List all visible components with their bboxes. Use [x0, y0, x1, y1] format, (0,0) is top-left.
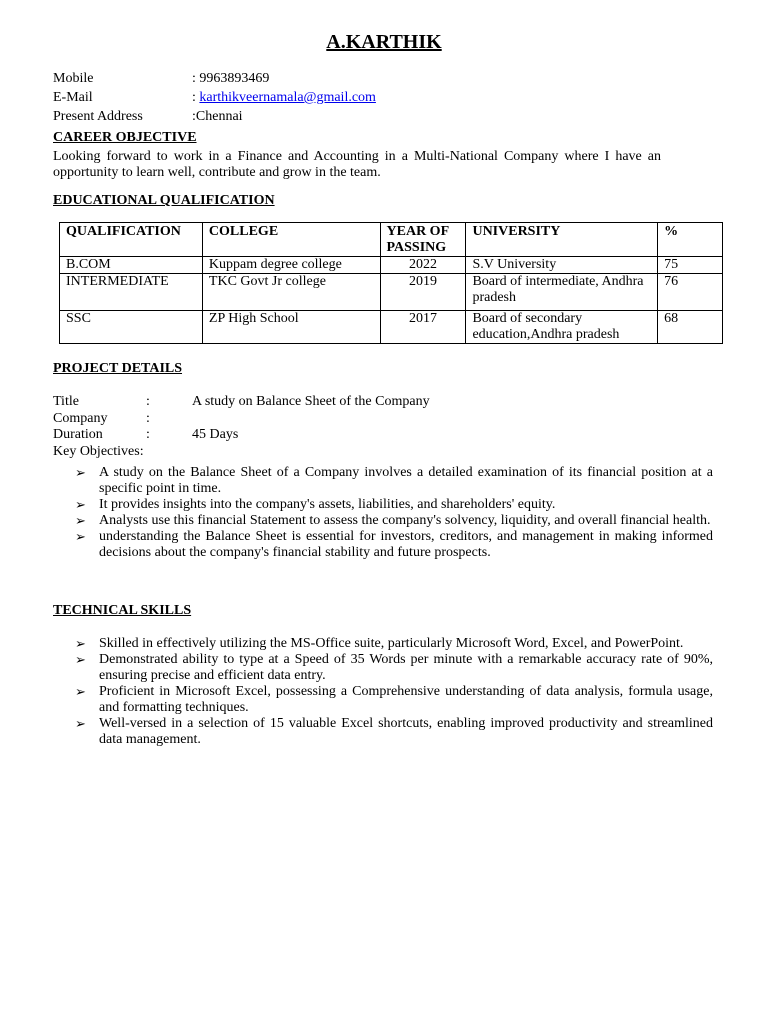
- project-field-key-objectives: [53, 444, 713, 461]
- list-item-text: understanding the Balance Sheet is essential for investors, creditors, and management in making informed decisions about the company's financial stability and future prospects.: [99, 529, 713, 560]
- field-value: A study on Balance Sheet of the Company: [192, 394, 430, 409]
- arrow-bullet-icon: ➢: [75, 636, 86, 651]
- arrow-bullet-icon: ➢: [75, 497, 86, 512]
- field-label: Key Objectives:: [53, 443, 144, 459]
- table-cell: Board of intermediate, Andhra pradesh: [466, 274, 658, 311]
- arrow-bullet-icon: ➢: [75, 684, 86, 699]
- table-header-row: [60, 223, 723, 257]
- project-details: [53, 394, 713, 561]
- table-cell: S.V University: [466, 257, 658, 274]
- contact-row-email: [53, 90, 713, 109]
- table-row: [60, 257, 723, 274]
- field-label: Company: [53, 410, 108, 426]
- column-header: YEAR OF PASSING: [380, 223, 466, 257]
- table-cell: ZP High School: [202, 311, 380, 344]
- table-cell: 76: [658, 274, 723, 311]
- column-header: QUALIFICATION: [60, 223, 203, 257]
- project-field-duration: [53, 427, 713, 444]
- list-item: [53, 684, 713, 716]
- arrow-bullet-icon: ➢: [75, 513, 86, 528]
- education-heading: EDUCATIONAL QUALIFICATION: [53, 193, 275, 208]
- list-item: [53, 465, 713, 497]
- list-item: [53, 529, 713, 561]
- project-field-title: [53, 394, 713, 411]
- table-cell: TKC Govt Jr college: [202, 274, 380, 311]
- field-colon: :: [146, 410, 150, 426]
- education-table: [59, 222, 723, 344]
- table-cell: 75: [658, 257, 723, 274]
- field-label: Title: [53, 394, 79, 409]
- objectives-list: [53, 465, 713, 561]
- table-cell: 68: [658, 311, 723, 344]
- list-item-text: Analysts use this financial Statement to assess the company's solvency, liquidity, and overall financial health.: [99, 513, 711, 528]
- table-cell: 2017: [380, 311, 466, 344]
- arrow-bullet-icon: ➢: [75, 716, 86, 731]
- list-item-text: Proficient in Microsoft Excel, possessing a Comprehensive understanding of data analysis, formula usage, and formatting techniques.: [99, 684, 713, 715]
- contact-value: :Chennai: [192, 109, 243, 124]
- field-value: 45 Days: [192, 427, 239, 442]
- list-item-text: It provides insights into the company's assets, liabilities, and shareholders' equity.: [99, 497, 556, 512]
- column-header: COLLEGE: [202, 223, 380, 257]
- candidate-name: A.KARTHIK: [326, 31, 442, 53]
- email-link[interactable]: karthikveernamala@gmail.com: [199, 90, 376, 105]
- contact-value: [192, 90, 376, 106]
- table-cell: B.COM: [60, 257, 203, 274]
- table-cell: Kuppam degree college: [202, 257, 380, 274]
- list-item-text: A study on the Balance Sheet of a Company involves a detailed examination of its financial position at a specific point in time.: [99, 465, 713, 496]
- email-prefix: :: [192, 90, 200, 105]
- contact-row-address: [53, 109, 713, 128]
- contact-value: : 9963893469: [192, 71, 270, 86]
- contact-label: Present Address: [53, 109, 143, 124]
- list-item: [53, 716, 713, 748]
- career-objective-heading: CAREER OBJECTIVE: [53, 130, 197, 145]
- list-item-text: Demonstrated ability to type at a Speed of 35 Words per minute with a remarkable accuracy rate of 90%, ensuring precise and efficient data entry.: [99, 652, 713, 683]
- field-label: Duration: [53, 427, 103, 442]
- contact-row-mobile: [53, 71, 713, 90]
- career-objective-text: Looking forward to work in a Finance and Accounting in a Multi-National Company where I have an opportunity to learn well, contribute and grow in the team.: [53, 149, 661, 180]
- contact-label: E-Mail: [53, 90, 93, 105]
- table-row: [60, 274, 723, 311]
- table-cell: INTERMEDIATE: [60, 274, 203, 311]
- list-item: [53, 497, 713, 513]
- list-item: [53, 513, 713, 529]
- column-header: UNIVERSITY: [466, 223, 658, 257]
- project-heading: PROJECT DETAILS: [53, 361, 183, 376]
- list-item: [53, 636, 713, 652]
- list-item: [53, 652, 713, 684]
- arrow-bullet-icon: ➢: [75, 652, 86, 667]
- arrow-bullet-icon: ➢: [75, 529, 86, 544]
- technical-skills: [53, 636, 713, 748]
- field-colon: :: [146, 427, 150, 442]
- skills-list: [53, 636, 713, 748]
- table-cell: 2022: [380, 257, 466, 274]
- table-cell: Board of secondary education,Andhra pradesh: [466, 311, 658, 344]
- table-cell: 2019: [380, 274, 466, 311]
- technical-skills-heading: TECHNICAL SKILLS: [53, 603, 192, 618]
- table-cell: SSC: [60, 311, 203, 344]
- contact-label: Mobile: [53, 71, 94, 86]
- project-field-company: [53, 411, 713, 428]
- arrow-bullet-icon: ➢: [75, 465, 86, 480]
- table-row: [60, 311, 723, 344]
- list-item-text: Skilled in effectively utilizing the MS-Office suite, particularly Microsoft Word, Excel, and PowerPoint.: [99, 636, 684, 651]
- column-header: %: [658, 223, 723, 257]
- contact-info: [53, 71, 713, 128]
- list-item-text: Well-versed in a selection of 15 valuable Excel shortcuts, enabling improved productivity and streamlined data management.: [99, 716, 713, 747]
- field-colon: :: [146, 394, 150, 409]
